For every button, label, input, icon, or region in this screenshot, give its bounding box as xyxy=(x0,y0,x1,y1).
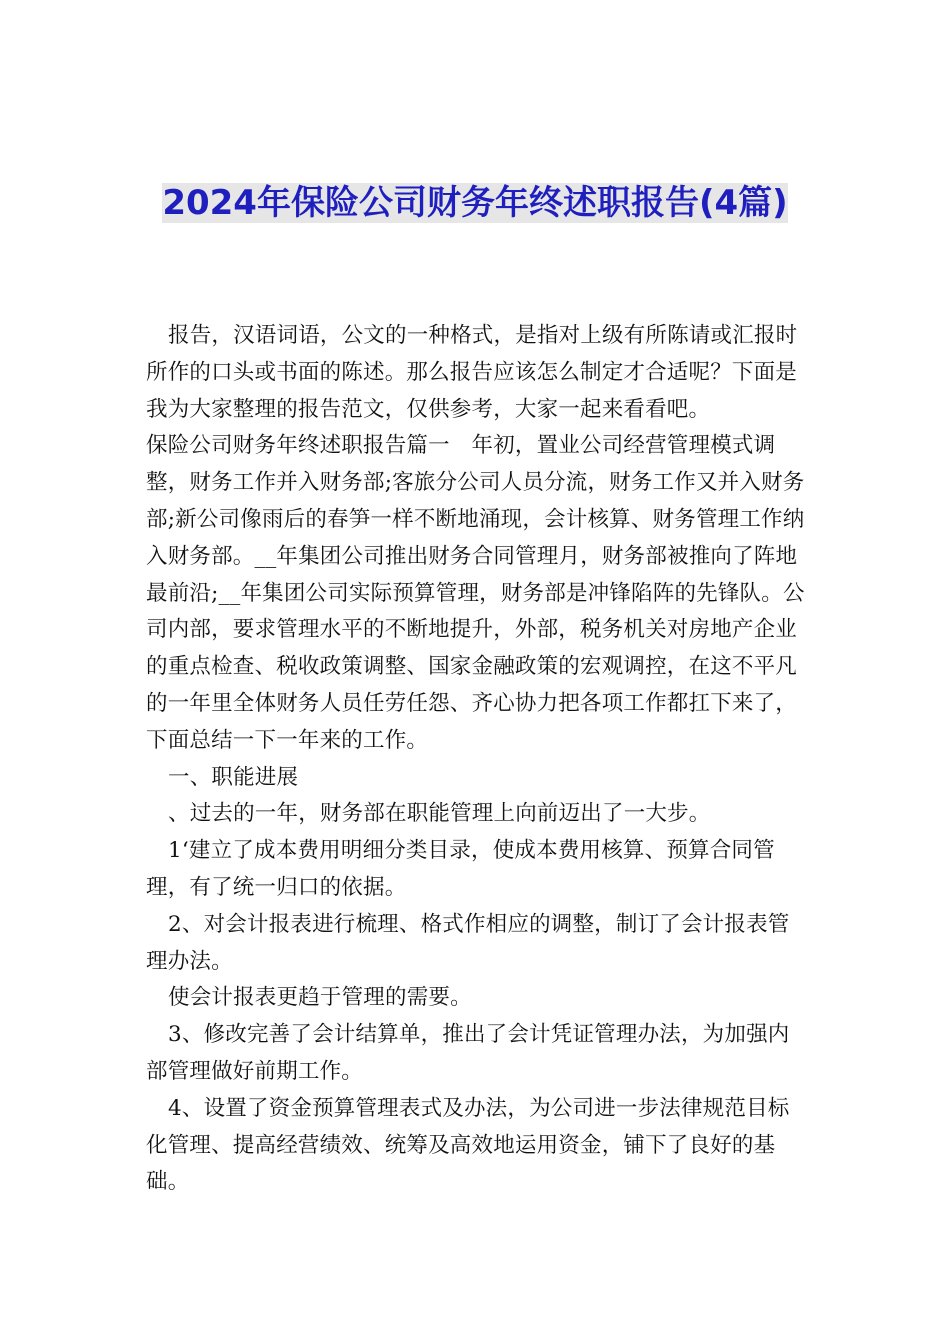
list-item-4: 4、设置了资金预算管理表式及办法，为公司进一步法律规范目标化管理、提高经营绩效、统筹及高效地运用资金，铺下了良好的基础。 xyxy=(146,1095,790,1195)
list-item-2: 2、对会计报表进行梳理、格式作相应的调整，制订了会计报表管理办法。 xyxy=(146,911,790,974)
document-title: 2024年保险公司财务年终述职报告(4篇) xyxy=(162,183,788,223)
paragraph-intro: 报告，汉语词语，公文的一种格式，是指对上级有所陈请或汇报时所作的口头或书面的陈述。那么报告应该怎么制定才合适呢？下面是我为大家整理的报告范文，仅供参考，大家一起来看看吧。 xyxy=(146,323,798,422)
paragraph-progress: 、过去的一年，财务部在职能管理上向前迈出了一大步。 xyxy=(168,801,711,827)
title-block xyxy=(150,178,800,228)
list-item-1: 1‘建立了成本费用明细分类目录，使成本费用核算、预算合同管理，有了统一归口的依据。 xyxy=(146,838,775,900)
document-body xyxy=(146,318,806,1201)
paragraph-section-one: 保险公司财务年终述职报告篇一 年初，置业公司经营管理模式调整，财务工作并入财务部;客旅分公司人员分流，财务工作又并入财务部;新公司像雨后的春笋一样不断地涌现，会计核算、财务管理工作纳入财务部。__年集团公司推出财务合同管理月，财务部被推向了阵地最前沿;__年集团公司实际预算管理，财务部是冲锋陷阵的先锋队。公司内部，要求管理水平的不断地提升，外部，税务机关对房地产企业的重点检查、税收政策调整、国家金融政策的宏观调控，在这不平凡的一年里全体财务人员任劳任怨、齐心协力把各项工作都扛下来了，下面总结一下一年来的工作。 xyxy=(146,433,805,753)
heading-functions: 一、职能进展 xyxy=(168,764,299,790)
list-item-3: 3、修改完善了会计结算单，推出了会计凭证管理办法，为加强内部管理做好前期工作。 xyxy=(146,1022,790,1084)
paragraph-reports: 使会计报表更趋于管理的需要。 xyxy=(168,985,472,1011)
